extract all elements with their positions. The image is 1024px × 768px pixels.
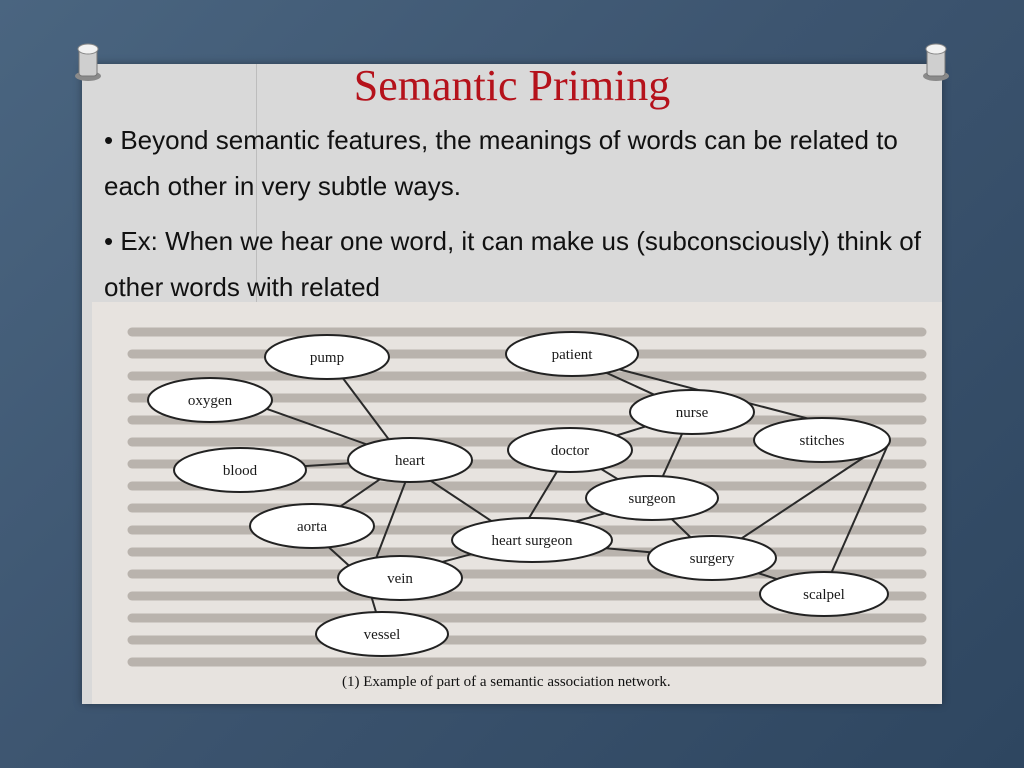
node-nurse — [630, 390, 754, 434]
bullet-2: • Ex: When we hear one word, it can make us (subconsciously) think of other words with related — [104, 226, 921, 302]
svg-text:vein: vein — [387, 571, 413, 587]
slide-title: Semantic Priming — [353, 61, 671, 110]
svg-text:patient: patient — [551, 347, 593, 363]
svg-text:pump: pump — [309, 350, 345, 366]
svg-text:blood: blood — [222, 463, 258, 479]
svg-text:heart: heart — [395, 453, 425, 469]
svg-text:stitches: stitches — [799, 433, 845, 449]
node-scalpel — [760, 572, 888, 616]
node-heart-surgeon — [452, 518, 612, 562]
node-heart — [348, 438, 472, 482]
svg-text:vessel: vessel — [363, 627, 401, 643]
svg-text:scalpel: scalpel — [803, 587, 845, 603]
svg-text:aorta: aorta — [297, 519, 327, 535]
node-oxygen — [148, 378, 272, 422]
svg-text:heart surgeon: heart surgeon — [491, 533, 573, 549]
semantic-network-figure — [92, 302, 942, 704]
bullet-1: • Beyond semantic features, the meanings of words can be related to each other in very subtle ways. — [104, 125, 898, 201]
node-surgeon — [586, 476, 718, 520]
node-pump — [265, 335, 389, 379]
node-patient — [506, 332, 638, 376]
node-vessel — [316, 612, 448, 656]
svg-text:oxygen: oxygen — [187, 393, 233, 409]
node-doctor — [508, 428, 632, 472]
node-surgery — [648, 536, 776, 580]
node-blood — [174, 448, 306, 492]
svg-text:nurse: nurse — [675, 405, 709, 421]
figure-caption: (1) Example of part of a semantic association network. — [342, 674, 671, 690]
svg-text:surgery: surgery — [689, 551, 735, 567]
svg-text:doctor: doctor — [550, 443, 590, 459]
node-aorta — [250, 504, 374, 548]
svg-text:surgeon: surgeon — [628, 491, 676, 507]
node-vein — [338, 556, 462, 600]
node-stitches — [754, 418, 890, 462]
